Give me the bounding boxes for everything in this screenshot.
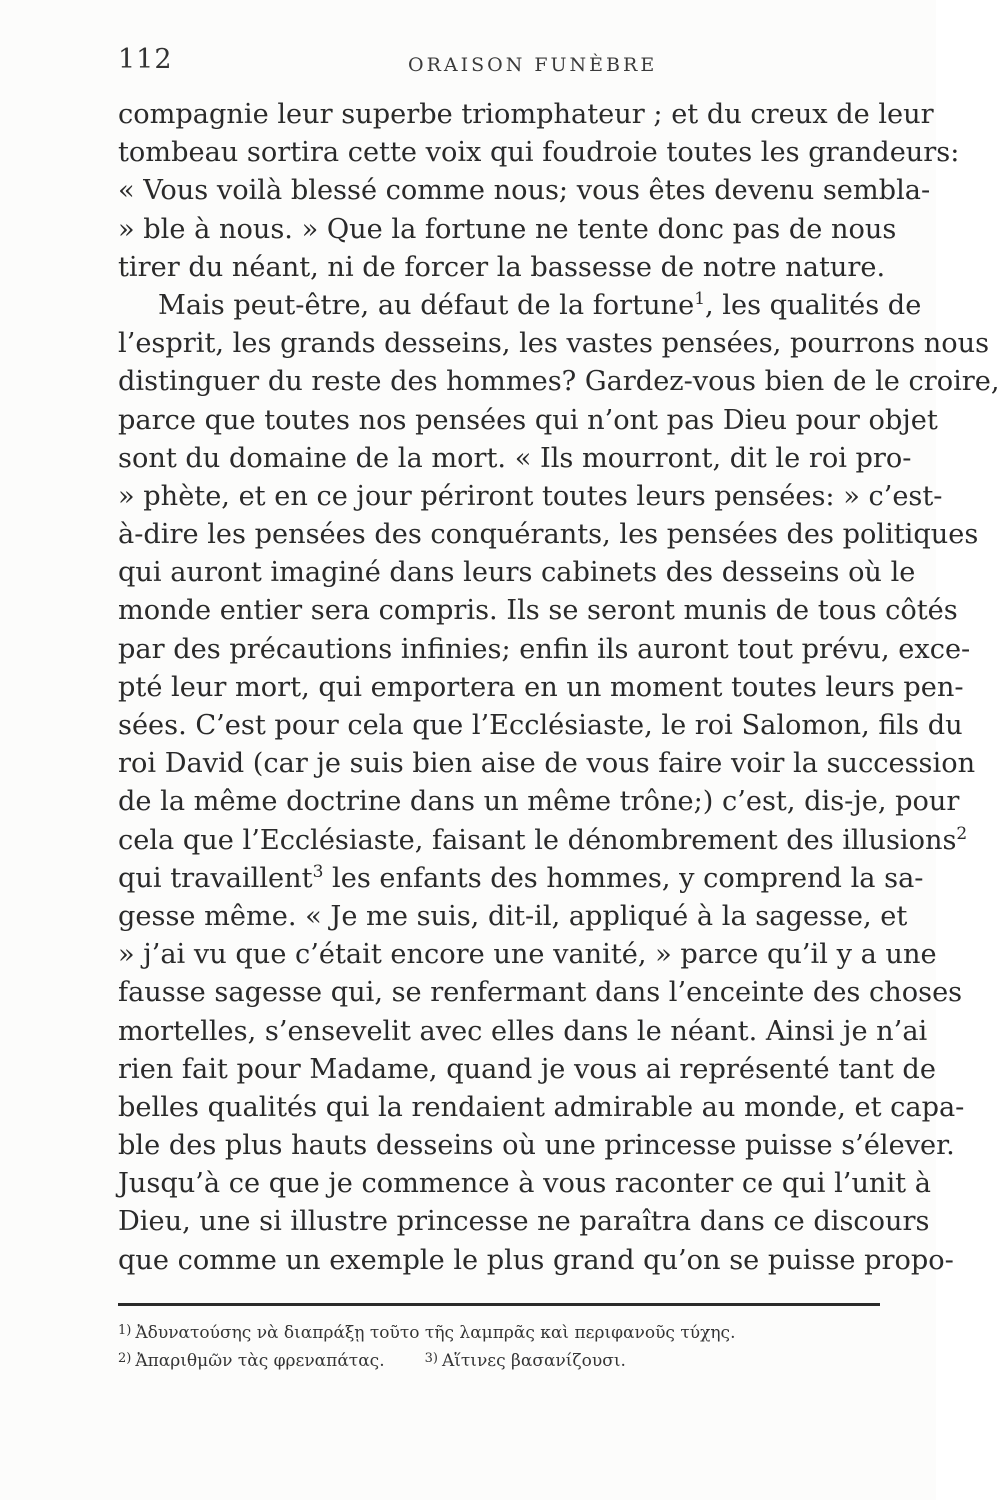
text-line: sées. C’est pour cela que l’Ecclésiaste, le roi Salomon, fils du <box>118 710 963 741</box>
footnote-ref-2: 2 <box>956 823 968 844</box>
text-line: tombeau sortira cette voix qui foudroie toutes les grandeurs: <box>118 137 960 169</box>
text-line: qui auront imaginé dans leurs cabinets des desseins où le <box>118 557 916 589</box>
running-head: ORAISON FUNÈBRE <box>408 54 658 76</box>
text-line: tirer du néant, ni de forcer la bassesse de notre nature. <box>118 251 886 283</box>
footnote-mark: 2) <box>118 1351 132 1366</box>
text-line: fausse sagesse qui, se renfermant dans l’enceinte des choses <box>118 977 963 1009</box>
text-line: Dieu, une si illustre princesse ne paraîtra dans ce discours <box>118 1206 930 1238</box>
text-line: compagnie leur superbe triomphateur ; et du creux de leur <box>118 99 934 130</box>
text-line: » j’ai vu que c’était encore une vanité, » parce qu’il y a une <box>118 939 937 971</box>
body-text <box>118 96 1000 1280</box>
text-line: pté leur mort, qui emportera en un moment toutes leurs pen- <box>118 671 964 703</box>
text-line: monde entier sera compris. Ils se seront munis de tous côtés <box>118 595 958 627</box>
footnote-ref-1: 1 <box>694 288 706 309</box>
footnote-divider <box>118 1303 880 1306</box>
text-fragment: cela que l’Ecclésiaste, faisant le dénombrement des illusions <box>118 824 957 856</box>
page-number: 112 <box>118 44 173 75</box>
text-line: rien fait pour Madame, quand je vous ai représenté tant de <box>118 1053 936 1085</box>
text-fragment: , les qualités de <box>705 289 922 321</box>
text-line: à-dire les pensées des conquérants, les pensées des politiques <box>118 519 979 551</box>
text-line <box>118 860 924 898</box>
text-line: de la même doctrine dans un même trône;) c’est, dis-je, pour <box>118 786 960 818</box>
text-line: parce que toutes nos pensées qui n’ont pas Dieu pour objet <box>118 404 938 436</box>
text-line: que comme un exemple le plus grand qu’on se puisse propo- <box>118 1244 954 1276</box>
text-fragment: qui travaillent <box>118 862 313 894</box>
footnote-mark: 3) <box>424 1351 438 1366</box>
text-line: ble des plus hauts desseins où une princesse puisse s’élever. <box>118 1130 955 1162</box>
text-line: belles qualités qui la rendaient admirable au monde, et capa- <box>118 1091 965 1123</box>
text-line: mortelles, s’ensevelit avec elles dans le néant. Ainsi je n’ai <box>118 1015 928 1047</box>
text-line: l’esprit, les grands desseins, les vastes pensées, pourrons nous <box>118 328 990 360</box>
footnote-text: Ἀπαριθμῶν τὰς φρεναπάτας. <box>135 1351 385 1371</box>
text-line: Jusqu’à ce que je commence à vous raconter ce qui l’unit à <box>118 1168 931 1200</box>
text-line <box>118 287 922 325</box>
footnote-text: Αἵτινες βασανίζουσι. <box>441 1351 626 1371</box>
text-line: par des précautions infinies; enfin ils auront tout prévu, exce- <box>118 633 971 665</box>
text-line: gesse même. « Je me suis, dit-il, appliqué à la sagesse, et <box>118 900 908 932</box>
text-fragment: les enfants des hommes, y comprend la sa- <box>323 862 924 894</box>
text-line: sont du domaine de la mort. « Ils mourront, dit le roi pro- <box>118 442 912 474</box>
footnote-text: Ἀδυνατούσης νὰ διαπράξῃ τοῦτο τῆς λαμπρᾶς καὶ περιφανοῦς τύχης. <box>135 1323 736 1343</box>
footnote-mark: 1) <box>118 1323 132 1338</box>
text-line: » phète, et en ce jour périront toutes leurs pensées: » c’est- <box>118 480 943 512</box>
text-line: « Vous voilà blessé comme nous; vous êtes devenu sembla- <box>118 175 931 207</box>
page-header <box>118 44 888 84</box>
footnotes <box>118 1318 888 1374</box>
text-line <box>118 822 968 860</box>
text-fragment: Mais peut-être, au défaut de la fortune <box>158 289 695 321</box>
text-line: » ble à nous. » Que la fortune ne tente donc pas de nous <box>118 213 897 245</box>
footnote-ref-3: 3 <box>312 861 324 882</box>
footnote-1 <box>118 1318 888 1346</box>
footnote-2-3 <box>118 1346 888 1374</box>
text-line: roi David (car je suis bien aise de vous faire voir la succession <box>118 748 976 780</box>
text-line: distinguer du reste des hommes? Gardez-vous bien de le croire, <box>118 366 1000 398</box>
